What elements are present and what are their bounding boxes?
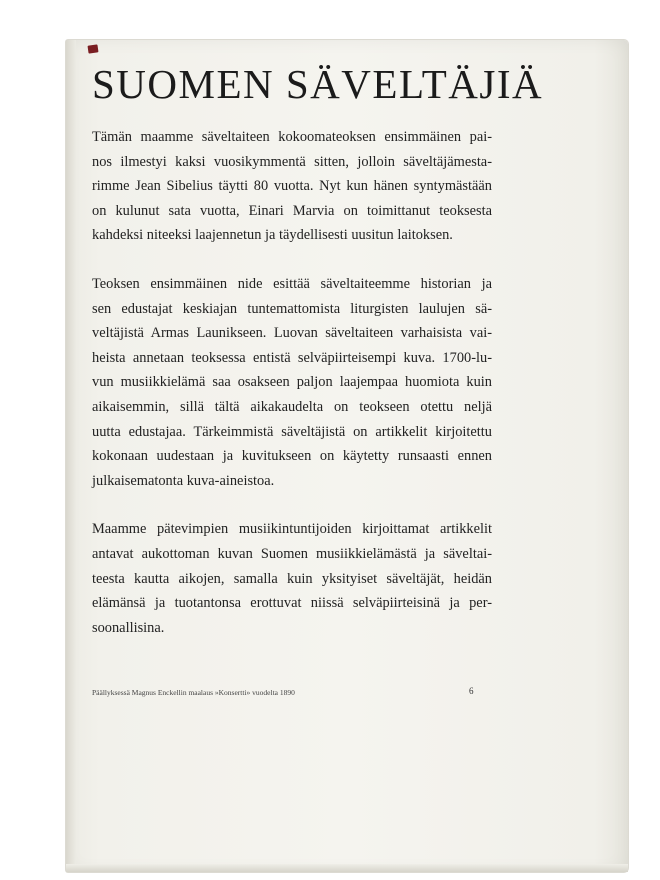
text-line: Teoksen ensimmäinen nide esittää säveltaiteemme historian ja bbox=[92, 275, 492, 292]
text-line: nos ilmestyi kaksi vuosikymmentä sitten, jolloin säveltäjämesta- bbox=[92, 153, 492, 170]
text-line: teesta kautta aikojen, samalla kuin yksityiset säveltäjät, heidän bbox=[92, 570, 492, 587]
text-line: kahdeksi niteeksi laajennetun ja täydellisesti uusitun laitoksen. bbox=[92, 227, 453, 244]
text-line: elämänsä ja tuotantonsa erottuvat niissä selväpiirteisinä ja per- bbox=[92, 595, 492, 612]
text-line: vun musiikkielämä saa osakseen paljon laajempaa huomiota kuin bbox=[92, 374, 492, 391]
text-line: veltäjistä Armas Launikseen. Luovan säveltaiteen varhaisista vai- bbox=[92, 325, 492, 342]
text-line: antavat aukottoman kuvan Suomen musiikkielämästä ja säveltai- bbox=[92, 545, 492, 562]
text-line: rimme Jean Sibelius täytti 80 vuotta. Nyt kun hänen syntymästään bbox=[92, 178, 492, 195]
cover-title: SUOMEN SÄVELTÄJIÄ bbox=[92, 61, 544, 107]
text-line: soonallisina. bbox=[92, 619, 165, 636]
blurb-paragraph-3 bbox=[92, 517, 492, 640]
blurb-text bbox=[92, 125, 492, 664]
text-line: on kulunut sata vuotta, Einari Marvia on toimittanut teoksesta bbox=[92, 202, 492, 219]
blurb-paragraph-2 bbox=[92, 272, 492, 493]
text-line: heista annetaan teoksessa entistä selväpiirteisempi kuva. 1700-lu- bbox=[92, 349, 492, 366]
text-line: kokonaan uudestaan ja kuvitukseen on käytetty runsaasti ennen bbox=[92, 448, 492, 465]
text-line: Maamme pätevimpien musiikintuntijoiden kirjoittamat artikkelit bbox=[92, 521, 492, 538]
blurb-paragraph-1 bbox=[92, 125, 492, 248]
text-line: aikaisemmin, sillä tältä aikakaudelta on teokseen otettu neljä bbox=[92, 398, 492, 415]
text-line: Tämän maamme säveltaiteen kokoomateoksen ensimmäinen pai- bbox=[92, 129, 492, 145]
text-line: sen edustajat keskiajan tuntemattomista liturgisten laulujen sä- bbox=[92, 300, 492, 317]
text-line: julkaisematonta kuva-aineistoa. bbox=[92, 472, 275, 489]
bottom-edge bbox=[66, 864, 628, 872]
spine-edge bbox=[66, 40, 76, 872]
text-line: uutta edustajaa. Tärkeimmistä säveltäjistä on artikkelit kirjoitettu bbox=[92, 423, 492, 440]
cover-art-credit: Päällyksessä Magnus Enckellin maalaus »Konsertti» vuodelta 1890 bbox=[92, 688, 295, 697]
corner-stain bbox=[87, 44, 98, 53]
page-number: 6 bbox=[469, 686, 474, 696]
